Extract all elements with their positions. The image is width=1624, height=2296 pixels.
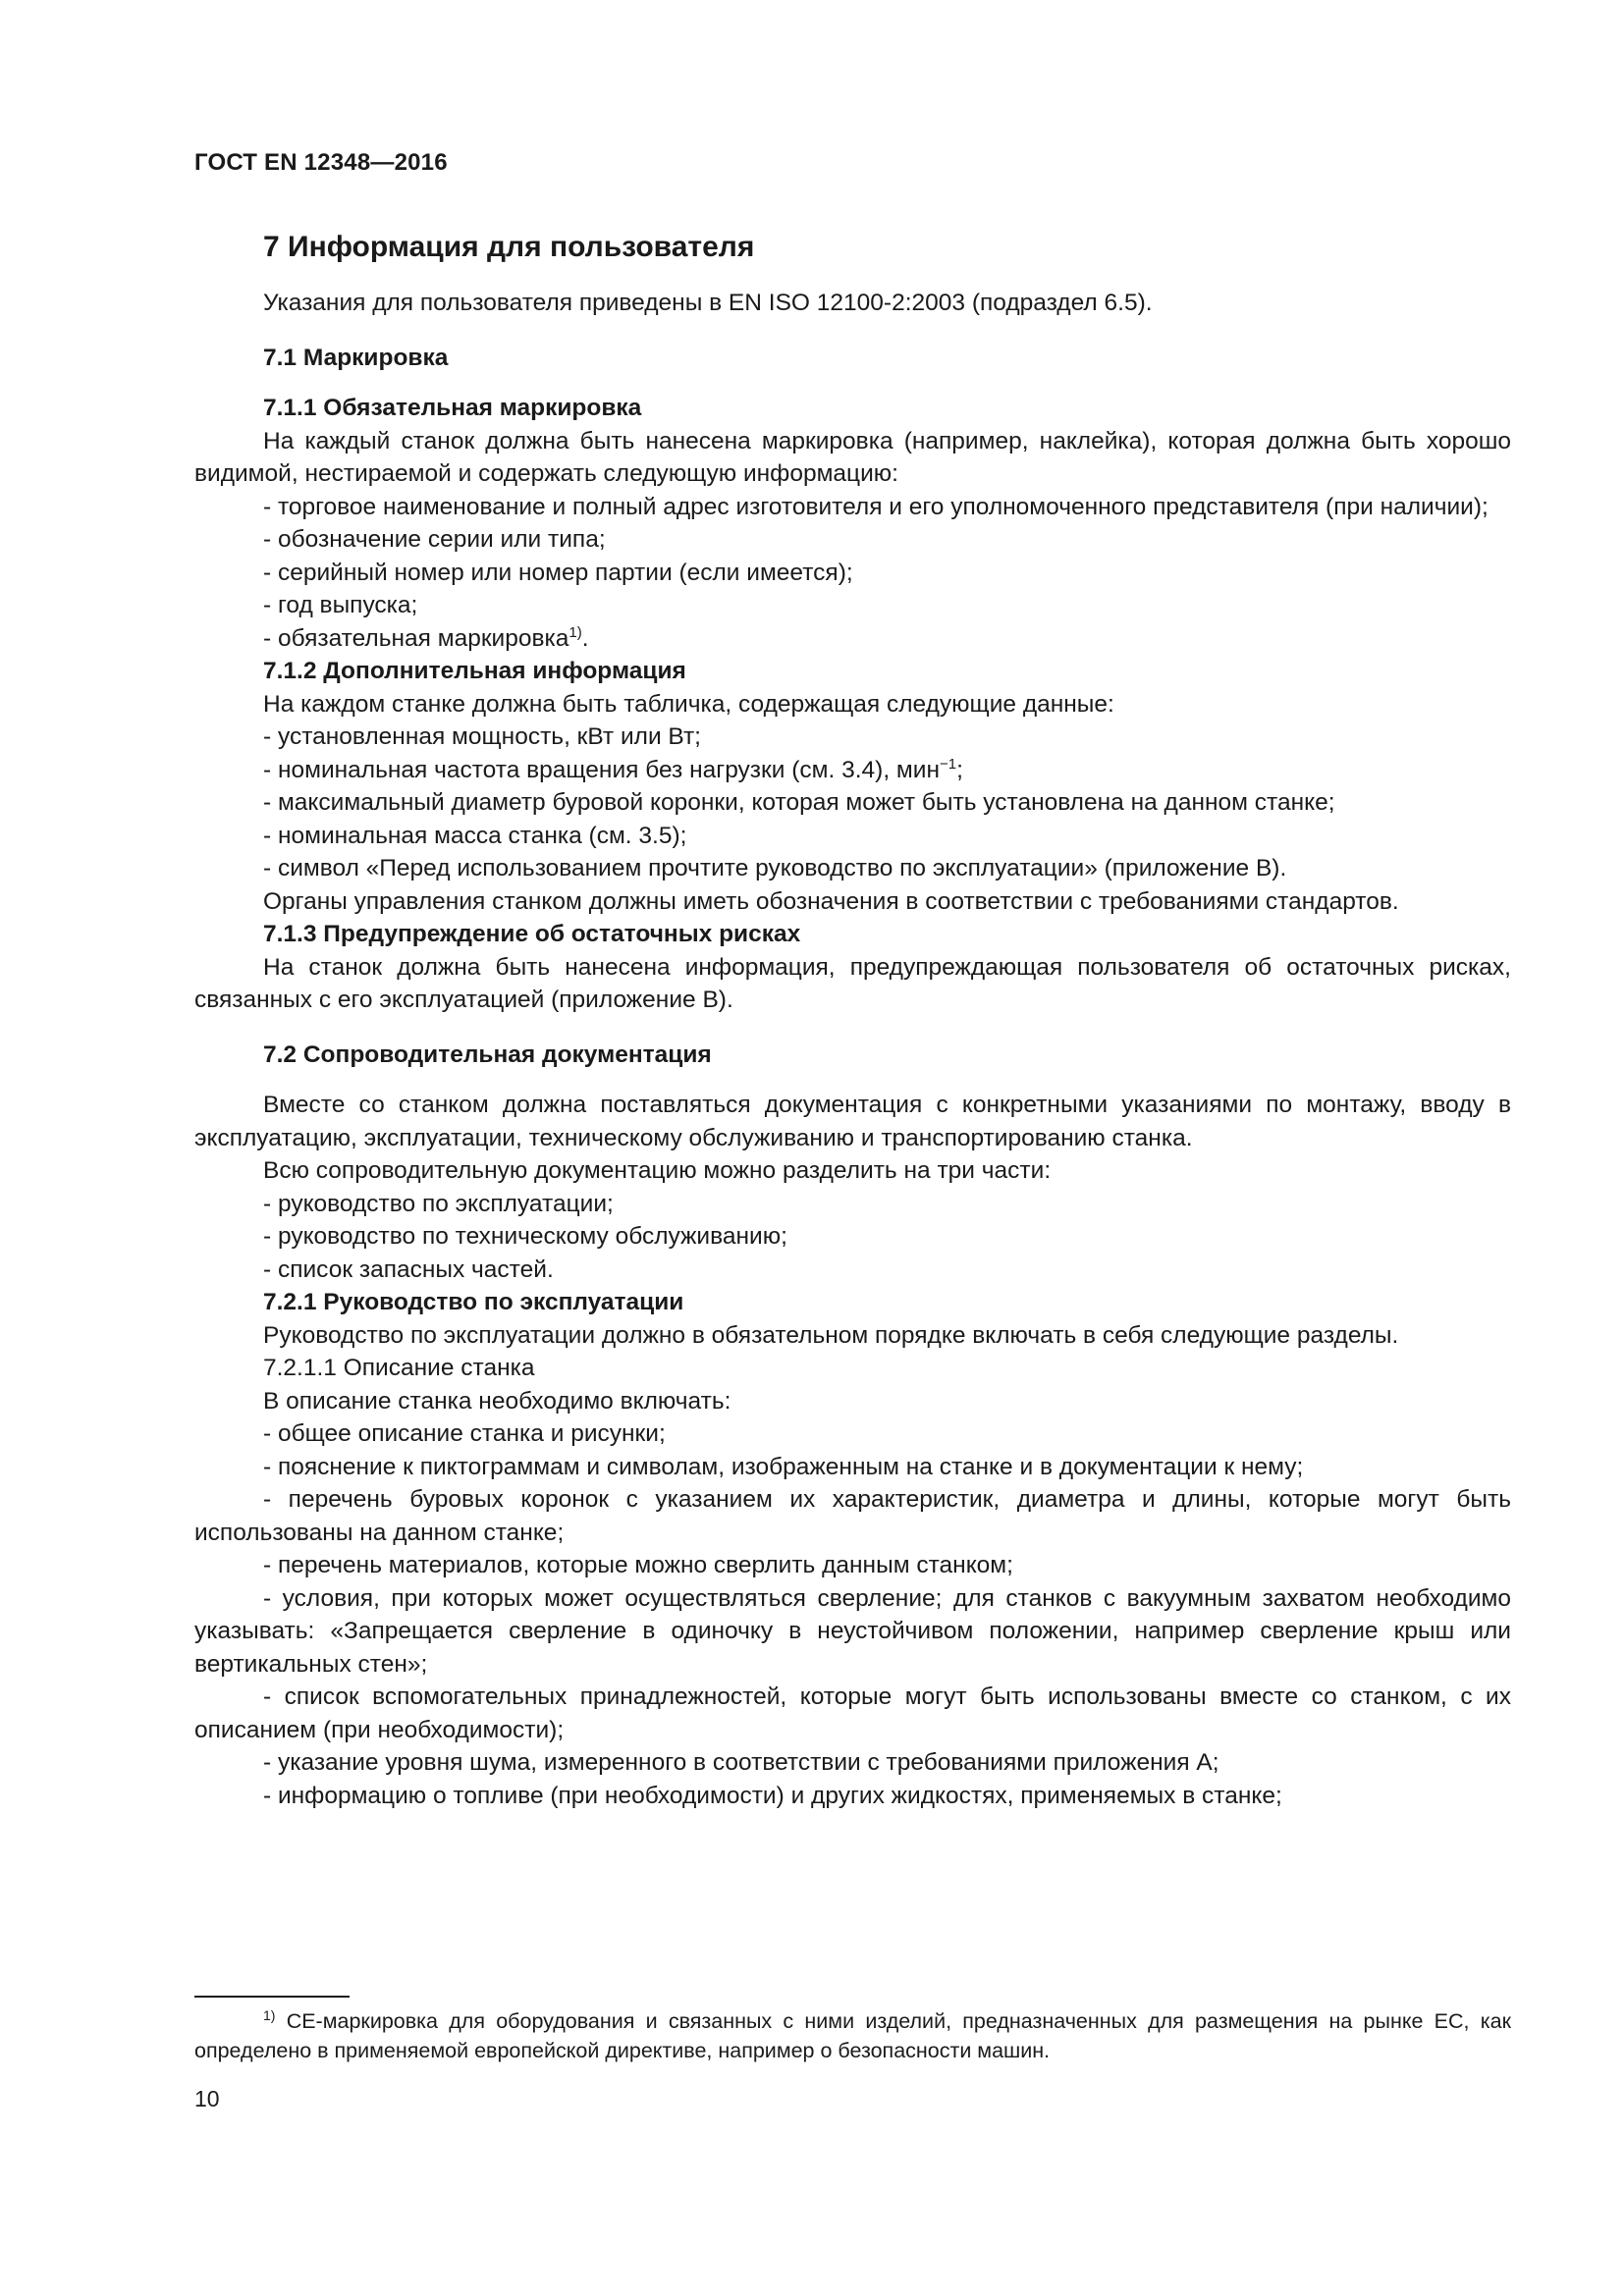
- page-number: 10: [194, 2086, 220, 2111]
- footnote-text: CE-маркировка для оборудования и связанных с ними изделий, предназначенных для размещения на рынке ЕС, как определено в применяемой европейской директиве, например о безопасности машин.: [194, 2009, 1511, 2062]
- list-item: - общее описание станка и рисунки;: [263, 1420, 666, 1447]
- list-item: - руководство по эксплуатации;: [263, 1190, 614, 1217]
- list-item-end: ;: [956, 756, 963, 783]
- section-7-title: 7 Информация для пользователя: [263, 231, 755, 263]
- list-item: - указание уровня шума, измеренного в соответствии с требованиями приложения А;: [263, 1749, 1219, 1776]
- section-7-1-3-title: 7.1.3 Предупреждение об остаточных рисках: [263, 921, 801, 947]
- list-item: - установленная мощность, кВт или Вт;: [263, 723, 701, 750]
- list-item: - торговое наименование и полный адрес изготовителя и его уполномоченного представителя (при наличии);: [263, 493, 1489, 520]
- footnote-divider: [194, 1996, 350, 1998]
- section-7-2-title: 7.2 Сопроводительная документация: [263, 1041, 712, 1068]
- page-content: [194, 218, 1511, 1812]
- list-item: - обозначение серии или типа;: [263, 526, 606, 553]
- document-code-header: ГОСТ EN 12348—2016: [194, 149, 448, 176]
- list-item: - пояснение к пиктограммам и символам, изображенным на станке и в документации к нему;: [263, 1453, 1304, 1480]
- section-7-intro: Указания для пользователя приведены в EN ISO 12100-2:2003 (подраздел 6.5).: [263, 290, 1153, 316]
- section-7-1-1-title: 7.1.1 Обязательная маркировка: [263, 395, 642, 421]
- list-item: - год выпуска;: [263, 592, 418, 618]
- footnote-reference: 1): [568, 623, 582, 641]
- section-7-1-2-paragraph-2: Органы управления станком должны иметь обозначения в соответствии с требованиями стандартов.: [263, 887, 1399, 915]
- list-item: - символ «Перед использованием прочтите руководство по эксплуатации» (приложение В).: [263, 855, 1287, 881]
- list-item: - номинальная масса станка (см. 3.5);: [263, 822, 687, 849]
- footnote: [194, 2006, 1511, 2065]
- list-item: [194, 754, 1511, 787]
- list-item: - максимальный диаметр буровой коронки, которая может быть установлена на данном станке;: [263, 789, 1335, 816]
- section-7-1-2-title: 7.1.2 Дополнительная информация: [263, 658, 686, 684]
- section-7-2-1-paragraph: Руководство по эксплуатации должно в обязательном порядке включать в себя следующие разделы.: [263, 1321, 1399, 1349]
- list-item: - руководство по техническому обслуживанию;: [263, 1223, 787, 1250]
- list-item: - список запасных частей.: [263, 1255, 554, 1283]
- footnote-marker: 1): [263, 2007, 276, 2023]
- list-item: - перечень буровых коронок с указанием их характеристик, диаметра и длины, которые могут быть использованы на данном станке;: [194, 1486, 1511, 1546]
- list-item-with-footnote: [194, 622, 1511, 656]
- section-7-2-paragraph-1: Вместе со станком должна поставляться документация с конкретными указаниями по монтажу, вводу в эксплуатацию, эксплуатации, техническому обслуживанию и транспортированию станка.: [194, 1092, 1511, 1151]
- list-item-text: - обязательная маркировка: [263, 624, 569, 652]
- section-7-2-paragraph-2: Всю сопроводительную документацию можно разделить на три части:: [263, 1157, 1052, 1184]
- list-item: - перечень материалов, которые можно сверлить данным станком;: [263, 1552, 1013, 1578]
- section-7-2-1-title: 7.2.1 Руководство по эксплуатации: [263, 1289, 684, 1315]
- footnote-paragraph: [194, 2006, 1511, 2065]
- list-item-end: .: [581, 624, 589, 652]
- list-item: - серийный номер или номер партии (если имеется);: [263, 559, 853, 586]
- superscript: −1: [940, 755, 957, 773]
- section-7-1-2-paragraph: На каждом станке должна быть табличка, содержащая следующие данные:: [263, 690, 1114, 718]
- section-7-1-3-paragraph: На станок должна быть нанесена информация, предупреждающая пользователя об остаточных рисках, связанных с его эксплуатацией (приложение В).: [194, 953, 1511, 1013]
- section-7-2-1-1-paragraph: В описание станка необходимо включать:: [263, 1387, 731, 1415]
- list-item-text: - номинальная частота вращения без нагрузки (см. 3.4), мин: [263, 756, 940, 783]
- section-7-1-1-paragraph: На каждый станок должна быть нанесена маркировка (например, наклейка), которая должна быть хорошо видимой, нестираемой и содержать следующую информацию:: [194, 427, 1511, 487]
- section-7-2-1-1-title: 7.2.1.1 Описание станка: [263, 1355, 535, 1381]
- list-item: - условия, при которых может осуществляться сверление; для станков с вакуумным захватом необходимо указывать: «Запрещается сверление в одиночку в неустойчивом положении, например сверление крыш или вертикальных стен»;: [194, 1584, 1511, 1678]
- list-item: - информацию о топливе (при необходимости) и других жидкостях, применяемых в станке;: [263, 1782, 1282, 1809]
- list-item: - список вспомогательных принадлежностей, которые могут быть использованы вместе со станком, с их описанием (при необходимости);: [194, 1683, 1511, 1743]
- section-7-1-title: 7.1 Маркировка: [263, 344, 449, 371]
